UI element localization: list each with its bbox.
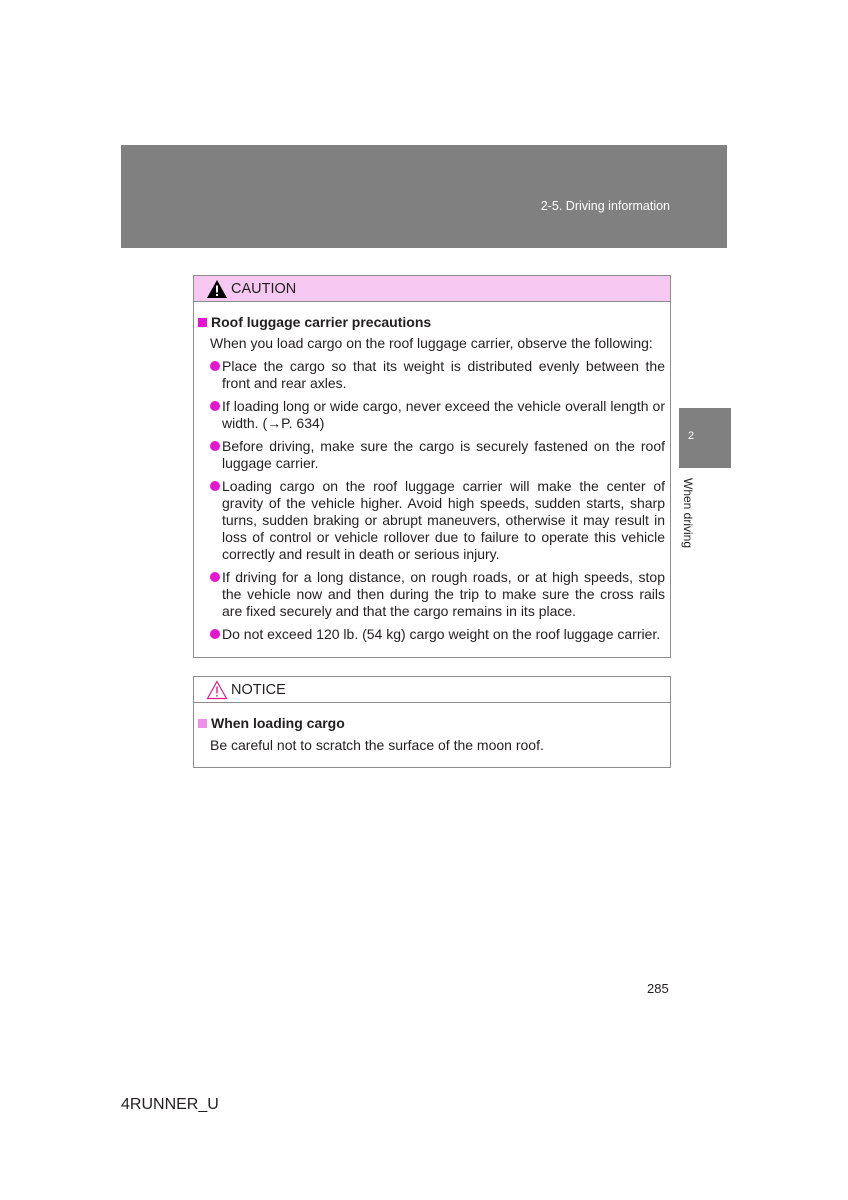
list-item bbox=[198, 569, 665, 620]
page-number: 285 bbox=[647, 981, 669, 996]
caution-subheading-text: Roof luggage carrier precautions bbox=[211, 314, 432, 330]
square-bullet-icon bbox=[198, 719, 207, 728]
caution-subheading bbox=[198, 314, 665, 331]
chapter-number: 2 bbox=[688, 430, 695, 442]
notice-subheading-text: When loading cargo bbox=[211, 715, 345, 731]
list-item-text: Before driving, make sure the cargo is securely fastened on the roof luggage carrier. bbox=[222, 438, 665, 471]
list-item bbox=[198, 398, 665, 432]
caution-body bbox=[194, 314, 670, 643]
warning-triangle-icon bbox=[206, 279, 228, 299]
caution-header bbox=[194, 276, 670, 302]
warning-triangle-outline-icon bbox=[206, 680, 228, 700]
header-band bbox=[121, 145, 727, 248]
round-bullet-icon bbox=[210, 361, 220, 371]
list-item bbox=[198, 626, 665, 643]
round-bullet-icon bbox=[210, 481, 220, 491]
list-item-text: Loading cargo on the roof luggage carrier will make the center of gravity of the vehicle higher. Avoid high speeds, sudden starts, sharp turns, sudden braking or abrupt maneuvers, otherwise it may result in loss of control or vehicle rollover due to failure to operate this vehicle correctly and result in death or serious injury. bbox=[222, 478, 665, 562]
chapter-label: When driving bbox=[681, 478, 695, 549]
round-bullet-icon bbox=[210, 629, 220, 639]
list-item-text: If loading long or wide cargo, never exceed the vehicle overall length or width. (→P. 634) bbox=[222, 398, 665, 431]
notice-box bbox=[193, 676, 671, 768]
list-item-text: Place the cargo so that its weight is distributed evenly between the front and rear axles. bbox=[222, 358, 665, 391]
list-item-text: Do not exceed 120 lb. (54 kg) cargo weight on the roof luggage carrier. bbox=[222, 626, 661, 642]
section-title: 2-5. Driving information bbox=[540, 199, 670, 213]
notice-header bbox=[194, 677, 670, 703]
square-bullet-icon bbox=[198, 318, 207, 327]
list-item bbox=[198, 478, 665, 563]
notice-body bbox=[194, 715, 670, 754]
caution-box bbox=[193, 275, 671, 658]
caution-intro: When you load cargo on the roof luggage carrier, observe the following: bbox=[210, 335, 653, 351]
list-item-text: If driving for a long distance, on rough roads, or at high speeds, stop the vehicle now and then during the trip to make sure the cross rails are fixed securely and that the cargo remains in its place. bbox=[222, 569, 665, 619]
notice-heading: NOTICE bbox=[231, 681, 286, 698]
caution-heading: CAUTION bbox=[231, 280, 297, 297]
round-bullet-icon bbox=[210, 572, 220, 582]
list-item bbox=[198, 358, 665, 392]
list-item bbox=[198, 438, 665, 472]
round-bullet-icon bbox=[210, 441, 220, 451]
model-code: 4RUNNER_U bbox=[121, 1096, 219, 1113]
caution-list bbox=[198, 358, 665, 643]
round-bullet-icon bbox=[210, 401, 220, 411]
notice-subheading bbox=[198, 715, 665, 732]
chapter-tab bbox=[679, 408, 731, 468]
notice-text: Be careful not to scratch the surface of the moon roof. bbox=[210, 737, 544, 753]
